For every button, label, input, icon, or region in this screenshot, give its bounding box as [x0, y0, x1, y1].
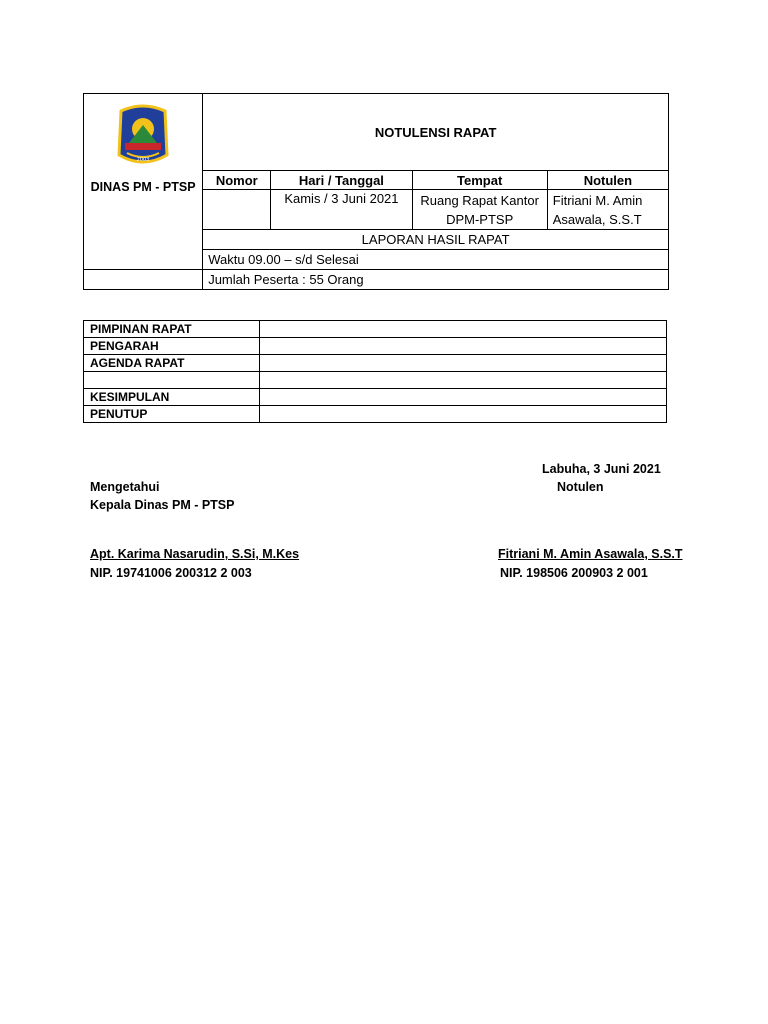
emblem-logo [113, 103, 173, 169]
section-value [259, 372, 666, 389]
col-header-notulen: Notulen [547, 171, 668, 190]
table-row [84, 389, 667, 406]
org-name: DINAS PM - PTSP [90, 180, 196, 194]
tempat-line-2: DPM-PTSP [446, 212, 514, 227]
col-header-nomor: Nomor [203, 171, 271, 190]
right-role: Notulen [557, 480, 604, 494]
section-value [259, 321, 666, 338]
waktu-text: Waktu 09.00 – s/d Selesai [203, 250, 669, 270]
meeting-sections-table [83, 320, 667, 423]
table-row [84, 338, 667, 355]
table-row [84, 355, 667, 372]
section-label: KESIMPULAN [84, 389, 260, 406]
table-row [84, 372, 667, 389]
cell-nomor [203, 190, 271, 230]
header-table [83, 93, 669, 290]
empty-left-cell [84, 270, 203, 290]
section-label: PENGARAH [84, 338, 260, 355]
left-signatory-nip: NIP. 19741006 200312 2 003 [90, 566, 252, 580]
table-row [84, 406, 667, 423]
cell-tempat [412, 190, 547, 230]
section-value [259, 338, 666, 355]
table-row [84, 321, 667, 338]
tempat-line-1: Ruang Rapat Kantor [420, 193, 539, 208]
tanggal-text: Kamis / 3 Juni 2021 [284, 191, 399, 206]
report-title: LAPORAN HASIL RAPAT [203, 230, 669, 250]
place-date: Labuha, 3 Juni 2021 [542, 462, 661, 476]
org-cell [84, 94, 203, 270]
notulen-line-2: Asawala, S.S.T [552, 212, 642, 227]
col-header-tempat: Tempat [412, 171, 547, 190]
col-header-tanggal: Hari / Tanggal [271, 171, 412, 190]
section-label: PIMPINAN RAPAT [84, 321, 260, 338]
left-signatory-name: Apt. Karima Nasarudin, S.Si, M.Kes [90, 547, 300, 561]
right-signatory-nip: NIP. 198506 200903 2 001 [500, 566, 648, 580]
cell-tanggal [271, 190, 412, 230]
left-role-2: Kepala Dinas PM - PTSP [90, 498, 235, 512]
svg-text:2003: 2003 [136, 157, 150, 163]
right-signatory-name: Fitriani M. Amin Asawala, S.S.T [498, 547, 683, 561]
section-value [259, 355, 666, 372]
section-label [84, 372, 260, 389]
document-title: NOTULENSI RAPAT [203, 94, 669, 171]
peserta-text: Jumlah Peserta : 55 Orang [203, 270, 669, 290]
section-value [259, 389, 666, 406]
cell-notulen [547, 190, 668, 230]
section-value [259, 406, 666, 423]
notulen-line-1: Fitriani M. Amin [552, 193, 643, 208]
section-label: PENUTUP [84, 406, 260, 423]
left-role-1: Mengetahui [90, 480, 160, 494]
section-label: AGENDA RAPAT [84, 355, 260, 372]
